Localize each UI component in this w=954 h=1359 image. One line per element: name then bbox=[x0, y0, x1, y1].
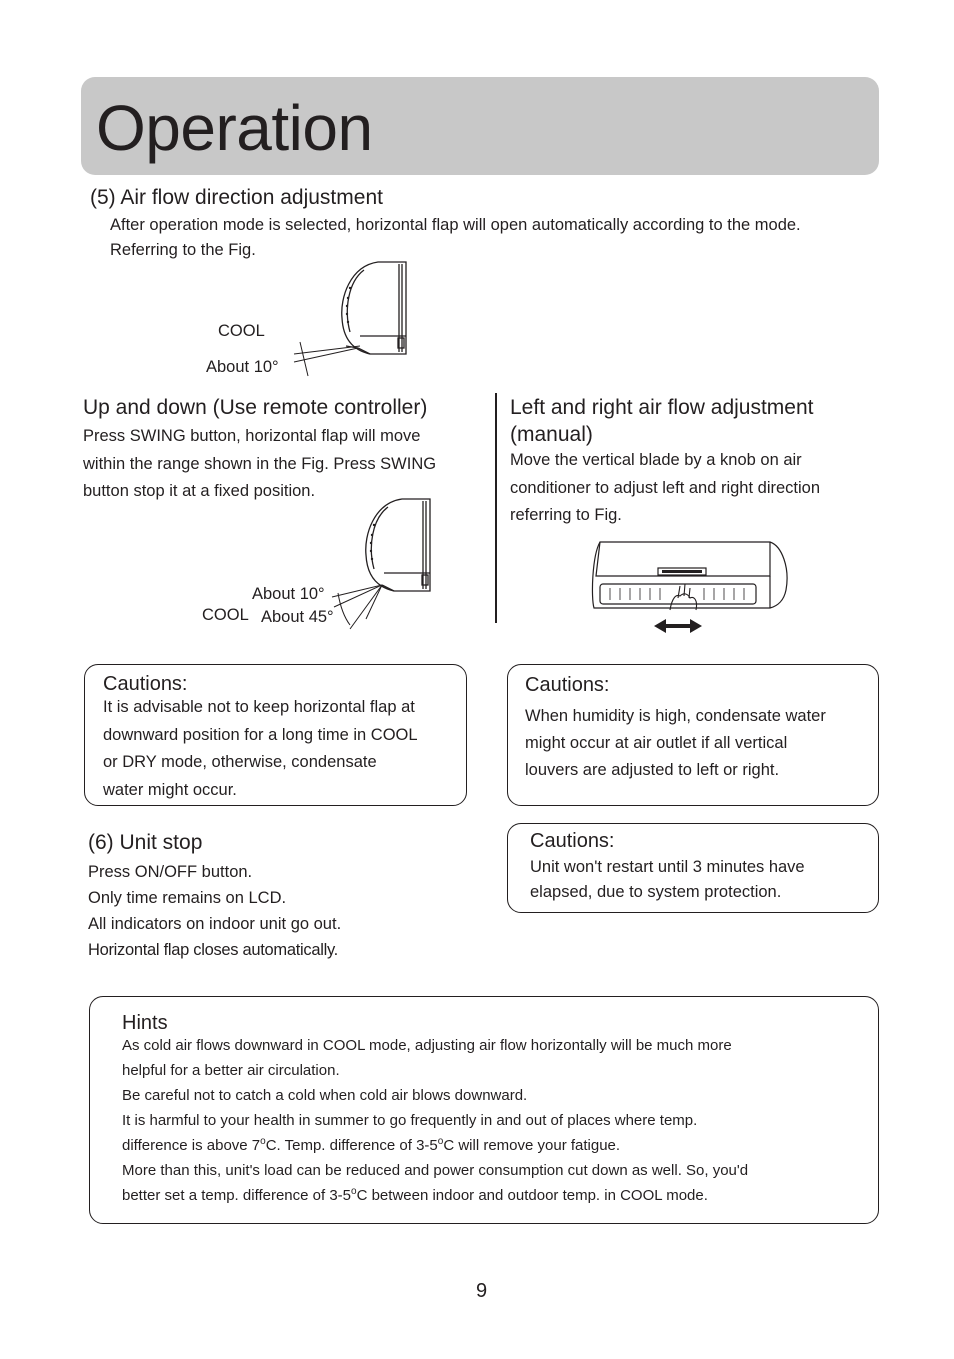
updown-title: Up and down (Use remote controller) bbox=[83, 396, 428, 419]
hints-line-4: It is harmful to your health in summer to go frequently in and out of places where temp. bbox=[122, 1112, 698, 1129]
fig1-cool-label: COOL bbox=[218, 322, 265, 340]
hints-line-7 bbox=[122, 1183, 708, 1208]
degree-symbol: o bbox=[437, 1136, 444, 1147]
updown-line-3: button stop it at a fixed position. bbox=[83, 482, 316, 500]
page-number: 9 bbox=[476, 1280, 488, 1302]
hints-title: Hints bbox=[122, 1012, 168, 1034]
section-6-title: (6) Unit stop bbox=[88, 831, 203, 854]
section-5-line-1: After operation mode is selected, horizontal flap will open automatically according to the mode. bbox=[110, 216, 801, 234]
section-6-line-1: Press ON/OFF button. bbox=[88, 863, 253, 881]
fig2-about10-label: About 10° bbox=[252, 585, 325, 603]
section-5-line-2: Referring to the Fig. bbox=[110, 241, 256, 259]
hints-line-5-part-3: C will remove your fatigue. bbox=[443, 1137, 621, 1154]
caution-1-line-2: downward position for a long time in COOL bbox=[103, 726, 418, 744]
indoor-unit-side-figure bbox=[280, 258, 420, 383]
caution-2-line-1: When humidity is high, condensate water bbox=[525, 707, 826, 725]
hints-line-7-part-1: better set a temp. difference of 3-5 bbox=[122, 1187, 352, 1204]
hints-line-3: Be careful not to catch a cold when cold air blows downward. bbox=[122, 1087, 528, 1104]
hints-line-6: More than this, unit's load can be reduced and power consumption cut down as well. So, you'd bbox=[122, 1162, 749, 1179]
caution-1-title: Cautions: bbox=[103, 673, 188, 695]
leftright-line-1: Move the vertical blade by a knob on air bbox=[510, 451, 802, 469]
updown-line-2: within the range shown in the Fig. Press SWING bbox=[83, 455, 437, 473]
leftright-title-line-1: Left and right air flow adjustment bbox=[510, 396, 814, 419]
caution-3-line-1: Unit won't restart until 3 minutes have bbox=[530, 858, 805, 876]
hints-line-2: helpful for a better air circulation. bbox=[122, 1062, 340, 1079]
caution-2-line-2: might occur at air outlet if all vertical bbox=[525, 734, 788, 752]
leftright-line-2: conditioner to adjust left and right direction bbox=[510, 479, 821, 497]
hints-line-5 bbox=[122, 1133, 620, 1158]
leftright-title-line-2: (manual) bbox=[510, 423, 593, 446]
caution-3-line-2: elapsed, due to system protection. bbox=[530, 883, 782, 901]
hints-line-5-part-1: difference is above 7 bbox=[122, 1137, 261, 1154]
caution-1-line-1: It is advisable not to keep horizontal flap at bbox=[103, 698, 415, 716]
fig2-cool-label: COOL bbox=[202, 606, 249, 624]
page-title: Operation bbox=[96, 92, 373, 164]
section-6-line-3: All indicators on indoor unit go out. bbox=[88, 915, 342, 933]
updown-line-1: Press SWING button, horizontal flap will move bbox=[83, 427, 421, 445]
caution-3-title: Cautions: bbox=[530, 830, 615, 852]
fig1-about-label: About 10° bbox=[206, 358, 279, 376]
caution-2-line-3: louvers are adjusted to left or right. bbox=[525, 761, 780, 779]
fig2-about45-label: About 45° bbox=[261, 608, 334, 626]
degree-symbol: o bbox=[260, 1136, 266, 1147]
caution-2-title: Cautions: bbox=[525, 674, 610, 696]
degree-symbol: o bbox=[351, 1186, 357, 1197]
hints-line-7-part-2: C between indoor and outdoor temp. in COOL mode. bbox=[356, 1187, 708, 1204]
leftright-line-3: referring to Fig. bbox=[510, 506, 622, 524]
section-5-title: (5) Air flow direction adjustment bbox=[90, 186, 383, 209]
section-6-line-4: Horizontal flap closes automatically. bbox=[88, 941, 338, 959]
section-6-line-2: Only time remains on LCD. bbox=[88, 889, 287, 907]
column-divider bbox=[495, 393, 497, 623]
caution-1-line-3: or DRY mode, otherwise, condensate bbox=[103, 753, 377, 771]
hints-line-5-part-2: C. Temp. difference of 3-5 bbox=[265, 1137, 438, 1154]
hints-line-1: As cold air flows downward in COOL mode, adjusting air flow horizontally will be much more bbox=[122, 1037, 732, 1054]
indoor-unit-swing-figure bbox=[320, 495, 440, 635]
caution-1-line-4: water might occur. bbox=[103, 781, 237, 799]
indoor-unit-front-figure bbox=[586, 538, 796, 634]
